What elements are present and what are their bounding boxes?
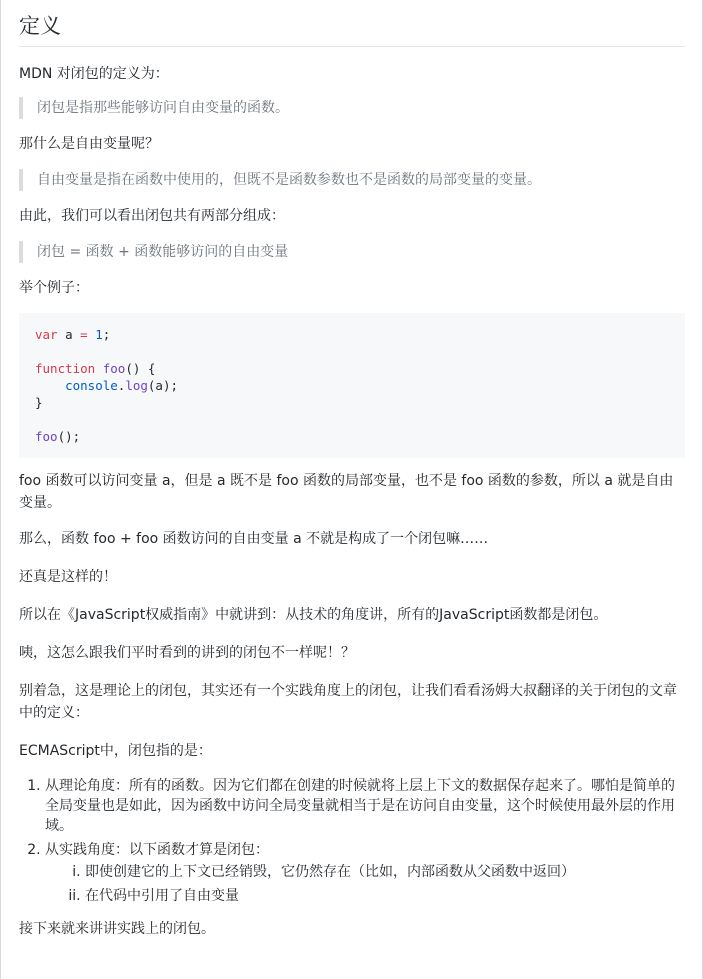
code-text: () { [125,361,156,376]
practice-sublist [45,862,685,906]
list-item-theory [45,776,685,836]
code-text: (a); [147,378,179,393]
section-heading: 定义 [19,0,685,47]
code-text: . [117,378,126,393]
code-function-name: log [125,378,148,393]
blockquote-closure-definition: 闭包是指那些能够访问自由变量的函数。 [19,97,685,119]
code-keyword: var [35,327,58,342]
blockquote-closure-formula: 闭包 = 函数 + 函数能够访问的自由变量 [19,241,685,263]
paragraph-question: 咦，这怎么跟我们平时看到的讲到的闭包不一样呢！？ [19,645,355,661]
code-indent [35,378,65,393]
paragraph-js-guide: 所以在《JavaScript权威指南》中就讲到：从技术的角度讲，所有的JavaScript函数都是闭包。 [19,607,608,623]
code-object: console [65,378,118,393]
list-item-theory-text: 从理论角度：所有的函数。因为它们都在创建的时候就将上层上下文的数据保存起来了。哪怕是简单的全局变量也是如此，因为函数中访问全局变量就相当于是在访问自由变量，这个时候使用最外层的作用域。 [45,778,675,834]
sublist-item-context: i. 即使创建它的上下文已经销毁，它仍然存在（比如，内部函数从父函数中返回） [85,862,685,882]
paragraph-free-variable-question: 那什么是自由变量呢？ [19,136,159,152]
paragraph-next: 接下来就来讲讲实践上的闭包。 [19,921,215,937]
list-item-practice [45,840,685,906]
definition-list [19,776,685,906]
code-text: ; [102,327,111,342]
paragraph-practical-intro: 别着急，这是理论上的闭包，其实还有一个实践角度上的闭包，让我们看看汤姆大叔翻译的关于闭包的文章中的定义： [19,683,677,721]
blockquote-free-variable-definition: 自由变量是指在函数中使用的，但既不是函数参数也不是函数的局部变量的变量。 [19,169,685,191]
sublist-item-free-variable: ii. 在代码中引用了自由变量 [85,886,685,906]
code-text: (); [57,429,81,444]
code-keyword: function [35,361,96,376]
code-block [19,313,685,458]
code-function-name: foo [102,361,126,376]
paragraph-ecmascript: ECMAScript中，闭包指的是： [19,743,212,759]
code-function-name: foo [35,429,58,444]
paragraph-confirmation: 还真是这样的！ [19,569,117,585]
paragraph-mdn-intro: MDN 对闭包的定义为： [19,66,169,82]
list-item-practice-text: 从实践角度：以下函数才算是闭包： [45,842,269,858]
paragraph-foo-explanation: foo 函数可以访问变量 a，但是 a 既不是 foo 函数的局部变量，也不是 foo 函数的参数，所以 a 就是自由变量。 [19,473,674,511]
paragraph-example-intro: 举个例子： [19,280,89,296]
paragraph-two-parts: 由此，我们可以看出闭包共有两部分组成： [19,208,285,224]
code-operator: = [80,327,88,342]
paragraph-foo-closure: 那么，函数 foo + foo 函数访问的自由变量 a 不就是构成了一个闭包嘛…… [19,531,489,547]
code-text: } [35,395,43,410]
code-text: a [57,327,81,342]
code-number: 1 [95,327,103,342]
